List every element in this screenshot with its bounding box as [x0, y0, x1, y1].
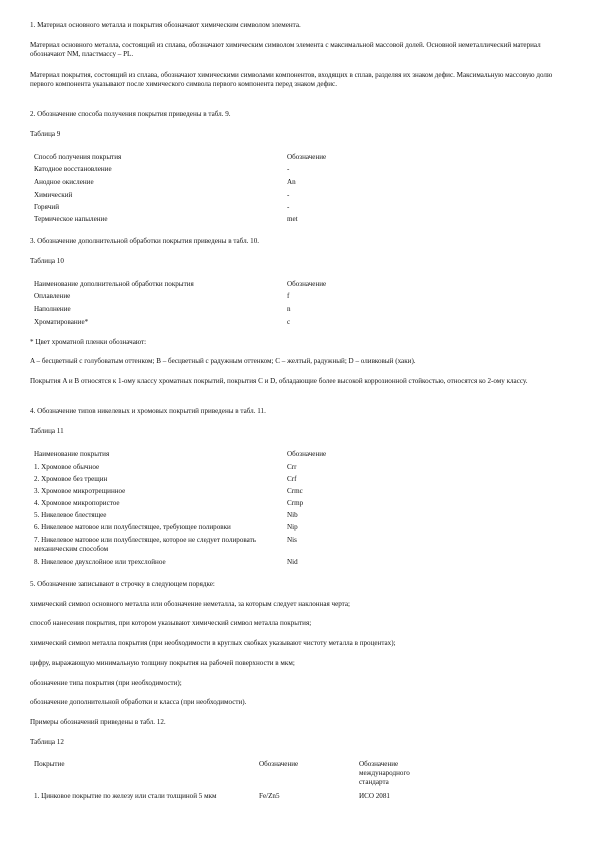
paragraph-7: 5. Обозначение записывают в строчку в следующем порядке:: [30, 580, 215, 588]
paragraph-4: 2. Обозначение способа получения покрытия приведены в табл. 9.: [30, 110, 231, 118]
table-11-cell: 5. Никелевое блестящее: [34, 511, 107, 519]
table-9-cell: Катодное восстановление: [34, 165, 112, 173]
table-9-cell: met: [287, 215, 298, 223]
table-9-cell: Термическое напыление: [34, 215, 108, 223]
table-10-cell: Оплавление: [34, 292, 71, 300]
table-12-cell: ИСО 2081: [359, 792, 390, 800]
table-11-cell: 4. Хромовое микропористое: [34, 499, 120, 507]
table-9-caption: Таблица 9: [30, 130, 61, 138]
paragraph-1: 1. Материал основного металла и покрытия обозначают химическим символом элемента.: [30, 21, 301, 29]
table-10-cell: Наполнение: [34, 305, 71, 313]
table-10-header-treatment: Наименование дополнительной обработки покрытия: [34, 280, 194, 288]
paragraph-chromate-colors: A – бесцветный с голубоватым оттенком; B – бесцветный с радужным оттенком; C – желтый, радужный; D – оливковый (хаки).: [30, 357, 416, 365]
table-11-cell: Crf: [287, 475, 297, 483]
paragraph-order-1: химический символ основного металла или обозначение неметалла, за которым следует наклонная черта;: [30, 600, 350, 608]
paragraph-2: Материал основного металла, состоящий из сплава, обозначают химическим символом элемента с максимальной массовой долей. Основной неметаллический материал обозначают NM, пластмассу – PL.: [30, 41, 541, 58]
table-9-header-code: Обозначение: [287, 153, 327, 161]
table-11-caption: Таблица 11: [30, 427, 64, 435]
paragraph-3: Материал покрытия, состоящий из сплава, обозначают химическими символами компонентов, входящих в сплав, разделяя их знаком дефис. Максимальную массовую долю первого компонента указывают после химического символа первого компонента перед знаком дефис.: [30, 71, 553, 88]
table-11-cell: 8. Никелевое двухслойное или трехслойное: [34, 558, 166, 566]
table-11-cell: 3. Хромовое микротрещинное: [34, 487, 126, 495]
paragraph-chromate-classes: Покрытия A и B относятся к 1-ому классу хроматных покрытий, покрытия C и D, обладающие более высокой коррозионной стойкостью, относятся ко 2-ому классу.: [30, 377, 528, 385]
table-10-cell: f: [287, 292, 290, 300]
table-9-header-method: Способ получения покрытия: [34, 153, 122, 161]
table-11-cell: 1. Хромовое обычное: [34, 463, 100, 471]
table-10-cell: n: [287, 305, 291, 313]
paragraph-order-2: способ нанесения покрытия, при котором указывают химический символ металла покрытия;: [30, 619, 312, 627]
table-11-cell: Crmp: [287, 499, 304, 507]
paragraph-5: 3. Обозначение дополнительной обработки покрытия приведены в табл. 10.: [30, 237, 260, 245]
table-12-header-coating: Покрытие: [34, 760, 65, 768]
footnote-chromate: * Цвет хроматной пленки обозначают:: [30, 338, 147, 346]
table-9-cell: Химический: [34, 191, 73, 199]
paragraph-order-4: цифру, выражающую минимальную толщину покрытия на рабочей поверхности в мкм;: [30, 659, 295, 667]
table-11-cell: 7. Никелевое матовое или полублестящее, которое не следует полировать механическим способом: [34, 536, 256, 553]
table-11-header-code: Обозначение: [287, 450, 327, 458]
table-12-header-code: Обозначение: [259, 760, 299, 768]
table-11-header-name: Наименование покрытия: [34, 450, 110, 458]
table-11-cell: Nid: [287, 558, 298, 566]
table-10-header-code: Обозначение: [287, 280, 327, 288]
table-11-cell: Nip: [287, 523, 298, 531]
table-9-cell: -: [287, 191, 290, 199]
paragraph-order-6: обозначение дополнительной обработки и класса (при необходимости).: [30, 698, 247, 706]
paragraph-order-5: обозначение типа покрытия (при необходимости);: [30, 679, 182, 687]
table-11-cell: Crr: [287, 463, 297, 471]
table-10-caption: Таблица 10: [30, 257, 64, 265]
table-11-cell: 6. Никелевое матовое или полублестящее, требующее полировки: [34, 523, 231, 531]
table-9-cell: -: [287, 165, 290, 173]
table-12-cell: 1. Цинковое покрытие по железу или стали толщиной 5 мкм: [34, 792, 217, 800]
table-10-cell: c: [287, 318, 291, 326]
table-9-cell: -: [287, 203, 290, 211]
paragraph-6: 4. Обозначение типов никелевых и хромовых покрытий приведены в табл. 11.: [30, 407, 266, 415]
table-11-cell: Nib: [287, 511, 298, 519]
table-9-cell: Анодное окисление: [34, 178, 94, 186]
table-9-cell: An: [287, 178, 296, 186]
table-12-cell: Fe/Zn5: [259, 792, 280, 800]
table-11-cell: Crmc: [287, 487, 303, 495]
paragraph-examples: Примеры обозначений приведены в табл. 12.: [30, 718, 166, 726]
table-11-cell: 2. Хромовое без трещин: [34, 475, 108, 483]
table-9-cell: Горячий: [34, 203, 59, 211]
table-11-cell: Nis: [287, 536, 297, 544]
paragraph-order-3: химический символ металла покрытия (при необходимости в круглых скобках указывают чистоту металла в процентах);: [30, 639, 396, 647]
table-12-header-international: Обозначение международного стандарта: [359, 760, 410, 786]
table-12-caption: Таблица 12: [30, 738, 64, 746]
table-10-cell: Хроматирование*: [34, 318, 89, 326]
